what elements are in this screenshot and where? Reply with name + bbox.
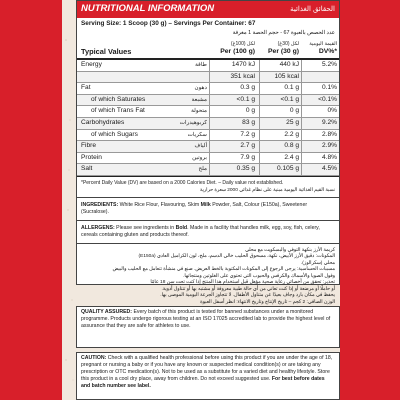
column-separator [209,60,210,71]
footnote-arabic: نسبة القيم الغذائية اليومية مبنية على نظام غذائي 2000 سعرة حرارية [199,187,335,193]
row-value-per-30g: 440 kJ [279,61,299,68]
row-value-per-30g: 2.2 g [284,130,299,138]
column-separator [209,72,210,83]
ingredients-text-1: White Rice Flour, Flavouring, Skim [119,201,201,208]
footnote-text: *Percent Daily Value (DV) are based on a 2000 Calories Diet. – Daily value not established. [81,179,284,186]
serving-size-arabic: عدد الحصص بالعبوة 67 - حجم الحصة 1 مغرفة [232,30,335,36]
table-row [77,164,339,176]
arabic-line: المكونات: دقيق الأرز الأبيض، نكهة، مسحوق الحليب خالي الدسم، ملح، لون الكراميل العادي (E150a) [138,254,335,260]
column-separator [209,153,210,164]
row-value-per-30g: <0.1 g [280,95,299,103]
row-label-arabic: طاقة [195,62,207,68]
row-value-dv: 4.5% [321,165,337,173]
column-header-arabic: القيمة اليومية [309,41,337,47]
row-label: of which Saturates [91,95,146,103]
row-value-dv: 0.1% [321,84,337,92]
arabic-line: الوزن الصافي: 2 كجم – تاريخ الإنتاج وتاريخ الانتهاء: انظر أسفل العبوة [200,299,335,305]
row-label-arabic: ملح [198,166,207,173]
divider [77,243,339,244]
row-value-dv: 2.8% [321,130,337,138]
table-column-header [77,38,339,60]
row-label: Fibre [81,142,97,150]
caution-label: CAUTION: [81,355,107,361]
row-label: Energy [81,61,102,68]
allergens-label: ALLERGENS: [81,224,115,231]
row-label-arabic: سكريات [187,131,207,138]
arabic-line: كريمة الأرز بنكهة التوفي والبسكويت مع محلي [245,247,335,253]
column-separator [259,83,260,94]
column-separator [209,118,210,129]
column-separator [301,60,302,71]
arabic-line: يحفظ في مكان بارد وجاف بعيدًا عن متناول الأطفال. لا تتجاوز الجرعة اليومية الموصى بها. [160,293,335,299]
row-label: of which Trans Fat [91,107,145,115]
divider [77,220,339,221]
row-value-per-100g: 1470 kJ [231,61,255,68]
quality-text: Every batch of this product is tested for banned substances under a monitored programme. Products undergo rigorous testing at an ISO 17025 accredited lab to provide the highest level of assurance that they are safe for athletes to use. [81,309,331,329]
column-separator [209,141,210,152]
column-separator [301,118,302,129]
serving-size-text: Serving Size: 1 Scoop (30 g) – Servings Per Container: 67 [81,20,256,27]
row-value-per-30g: 25 g [286,118,299,126]
ingredients-label: INGREDIENTS: [81,201,119,208]
row-value-per-100g: 351 kcal [230,72,255,80]
column-separator [259,72,260,83]
column-header-label: DV%* [318,48,337,55]
column-separator [209,106,210,117]
red-border-left [0,0,62,400]
allergens-bold: Bold [175,224,188,231]
table-row [77,95,339,107]
column-separator [259,106,260,117]
column-header-per-30g [261,40,299,56]
nutrition-header [77,1,339,18]
table-row [77,83,339,95]
row-label: Fat [81,84,91,92]
row-value-per-30g: 2.4 g [284,153,299,161]
column-header-label: Per (30 g) [268,48,299,55]
column-separator [301,95,302,106]
serving-size-arabic-row [77,29,339,38]
row-label: Salt [81,165,93,173]
column-separator [301,164,302,175]
column-separator [259,95,260,106]
column-separator [209,95,210,106]
table-row [77,72,339,84]
row-value-per-30g: 0.105 g [277,165,299,173]
row-label-arabic: ألياف [194,143,207,150]
quality-block [77,307,339,332]
arabic-line: محلي (سكرالوز). [300,260,335,266]
nutrition-title: NUTRITIONAL INFORMATION [81,3,215,14]
table-row [77,60,339,72]
column-separator [301,72,302,83]
column-header-per-100g [215,40,255,56]
column-header-arabic: لكل (100غ) [230,41,255,47]
nutrition-panel [76,0,340,305]
table-row [77,106,339,118]
row-label-arabic: متحولة [191,108,207,115]
ingredients-block [77,200,339,218]
row-value-per-100g: 0 g [245,107,255,115]
row-label-arabic: بروتين [192,154,207,161]
row-label: Protein [81,153,102,161]
divider [77,197,339,198]
caution-text: Check with a qualified health professional before using this product if you are under the age of 18, pregnant or nursing a baby or if you have any known or suspected medical condition(s) or are taking any prescription or OTC medication(s). Not to be used as a substitute for a varied diet and healthy lifestyle. Store this product in a cool dry place, away from children. Do not exceed suggested use. [81,355,333,382]
ingredients-milk: Milk [200,201,211,208]
row-value-per-100g: 7.9 g [240,153,255,161]
row-value-per-30g: 0.8 g [284,142,299,150]
column-separator [301,106,302,117]
row-value-per-100g: 2.7 g [240,142,255,150]
column-separator [301,83,302,94]
arabic-line: وفول الصويا والأسماك والكرفس والحبوب التي تحتوي على الغلوتين ومنتجاتها. [183,273,335,279]
arabic-line: تحذير: تحقق من أخصائي رعاية صحية مؤهل قبل استخدام هذا المنتج إذا كنت تحت سن 18 عامًا [150,280,335,286]
row-value-dv: 0% [327,107,337,115]
row-value-dv: <0.1% [318,95,337,103]
nutrition-rows [77,60,339,176]
table-row [77,130,339,142]
row-value-per-100g: <0.1 g [236,95,255,103]
allergens-text-1: Please see ingredients in [116,224,176,231]
row-value-dv: 5.2% [321,61,337,68]
row-label-arabic: دهون [194,85,207,92]
row-value-per-100g: 0.3 g [240,84,255,92]
column-separator [259,60,260,71]
red-border-right [340,0,400,400]
row-label: Carbohydrates [81,118,125,126]
row-value-dv: 9.2% [321,118,337,126]
column-separator [259,153,260,164]
row-value-per-100g: 0.35 g [236,165,255,173]
ingredients-text-2: Powder, Salt, Colour (E150a), Sweetener (Sucralose). [81,201,308,215]
column-separator [259,141,260,152]
row-value-per-100g: 7.2 g [240,130,255,138]
caution-panel [76,352,340,400]
row-value-per-30g: 105 kcal [274,72,299,80]
column-separator [259,164,260,175]
arabic-line: أو حاملًا أو مرضعة أو إذا كنت تعاني من أي حالة طبية معروفة أو مشتبه بها أو تتناول أدوية. [161,286,335,292]
quality-panel [76,306,340,348]
row-label: of which Sugars [91,130,138,138]
row-value-per-100g: 83 g [242,118,255,126]
table-row [77,141,339,153]
row-value-per-30g: 0.1 g [284,84,299,92]
table-row [77,118,339,130]
caution-tail: For best before dates and batch number see label. [81,376,325,389]
column-header-label: Per (100 g) [220,48,255,55]
column-separator [301,130,302,141]
row-label-arabic: مشبعة [191,96,207,103]
column-header-dv [303,40,337,56]
column-separator [259,130,260,141]
row-value-dv: 4.8% [321,153,337,161]
table-row [77,153,339,165]
column-header-arabic: لكل (30غ) [277,41,299,47]
column-separator [209,83,210,94]
column-separator [301,153,302,164]
arabic-text-block [77,246,339,309]
typical-values-label: Typical Values [81,47,132,56]
row-value-dv: 2.9% [321,142,337,150]
row-label-arabic: كربوهيدرات [179,119,207,126]
column-separator [209,164,210,175]
footnote [77,176,339,195]
column-separator [259,118,260,129]
column-separator [301,141,302,152]
caution-block [77,353,339,392]
row-value-per-30g: 0 g [289,107,299,115]
quality-label: QUALITY ASSURED: [81,309,133,315]
serving-size [77,18,339,29]
nutrition-title-arabic: الحقائق الغذائية [290,6,335,13]
arabic-line: مسببات الحساسية: يرجى الرجوع إلى المكونات المكتوبة بالخط العريض. صنع في منشأة تتعامل مع الحليب والبيض [112,267,335,273]
allergens-text-2: . Made in a facility that handles milk, egg, soy, fish, celery, cereals containing gluten and products thereof. [81,224,320,238]
allergens-block [77,223,339,241]
column-separator [209,130,210,141]
